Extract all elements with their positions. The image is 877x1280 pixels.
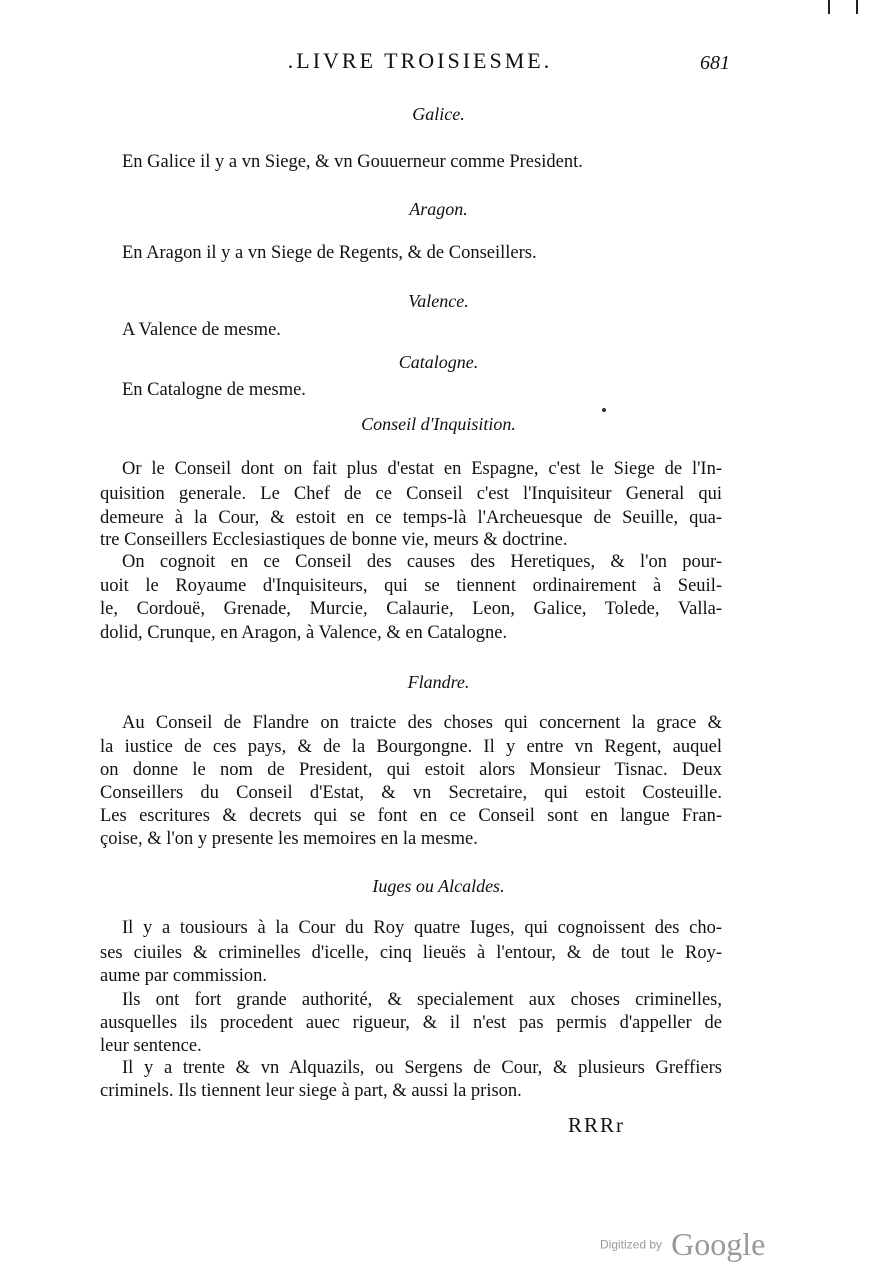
text-line: ses ciuiles & criminelles d'icelle, cinq lieuës à l'entour, & de tout le Roy-: [100, 943, 722, 963]
text-line: Ils ont fort grande authorité, & specialement aux choses criminelles,: [122, 990, 722, 1010]
page-number: 681: [700, 52, 730, 74]
text-line: Il y a tousiours à la Cour du Roy quatre Iuges, qui cognoissent des cho-: [122, 918, 722, 938]
section-heading-inquisition: Conseil d'Inquisition.: [361, 414, 516, 434]
section-heading-galice: Galice.: [412, 104, 465, 124]
text-line: Il y a trente & vn Alquazils, ou Sergens de Cour, & plusieurs Greffiers: [122, 1058, 722, 1078]
section-heading-valence: Valence.: [408, 291, 469, 311]
text-line: En Aragon il y a vn Siege de Regents, & de Conseillers.: [122, 243, 537, 263]
text-line: la iustice de ces pays, & de la Bourgongne. Il y entre vn Regent, auquel: [100, 737, 722, 757]
top-edge-mark: [856, 0, 858, 14]
digitized-label: Digitized by: [600, 1237, 663, 1252]
text-line: ausquelles ils procedent auec rigueur, & il n'est pas permis d'appeller de: [100, 1013, 722, 1033]
section-heading-aragon: Aragon.: [409, 199, 468, 219]
text-line: çoise, & l'on y presente les memoires en la mesme.: [100, 829, 478, 849]
text-line: Or le Conseil dont on fait plus d'estat en Espagne, c'est le Siege de l'In-: [122, 459, 722, 479]
section-heading-catalogne: Catalogne.: [398, 352, 479, 372]
text-line: aume par commission.: [100, 966, 267, 986]
text-line: on donne le nom de President, qui estoit alors Monsieur Tisnac. Deux: [100, 760, 722, 780]
top-edge-mark: [828, 0, 830, 14]
text-line: Les escritures & decrets qui se font en ce Conseil sont en langue Fran-: [100, 806, 722, 826]
digitized-watermark: [600, 1226, 765, 1263]
text-line: On cognoit en ce Conseil des causes des Heretiques, & l'on pour-: [122, 552, 722, 572]
section-heading-alcaldes: Iuges ou Alcaldes.: [372, 876, 505, 896]
running-header: .LIVRE TROISIESME.: [287, 48, 553, 73]
text-line: tre Conseillers Ecclesiastiques de bonne vie, meurs & doctrine.: [100, 530, 568, 550]
text-line: A Valence de mesme.: [122, 320, 281, 340]
text-line: Conseillers du Conseil d'Estat, & vn Secretaire, qui estoit Costeuille.: [100, 783, 722, 803]
google-logo: Google: [671, 1226, 766, 1262]
section-heading-flandre: Flandre.: [407, 672, 470, 692]
text-line: En Catalogne de mesme.: [122, 380, 306, 400]
text-line: En Galice il y a vn Siege, & vn Gouuerneur comme President.: [122, 152, 583, 172]
text-line: dolid, Crunque, en Aragon, à Valence, & en Catalogne.: [100, 623, 508, 643]
ink-speck: [602, 408, 606, 412]
text-line: leur sentence.: [100, 1036, 202, 1056]
text-line: le, Cordouë, Grenade, Murcie, Calaurie, Leon, Galice, Tolede, Valla-: [100, 599, 722, 619]
text-line: criminels. Ils tiennent leur siege à part, & aussi la prison.: [100, 1081, 522, 1101]
text-line: uoit le Royaume d'Inquisiteurs, qui se tiennent ordinairement à Seuil-: [100, 576, 722, 596]
text-line: Au Conseil de Flandre on traicte des choses qui concernent la grace &: [122, 713, 722, 733]
text-line: quisition generale. Le Chef de ce Conseil c'est l'Inquisiteur General qui: [100, 484, 722, 504]
text-line: demeure à la Cour, & estoit en ce temps-là l'Archeuesque de Seuille, qua-: [100, 508, 722, 528]
signature-mark: RRRr: [568, 1113, 626, 1137]
